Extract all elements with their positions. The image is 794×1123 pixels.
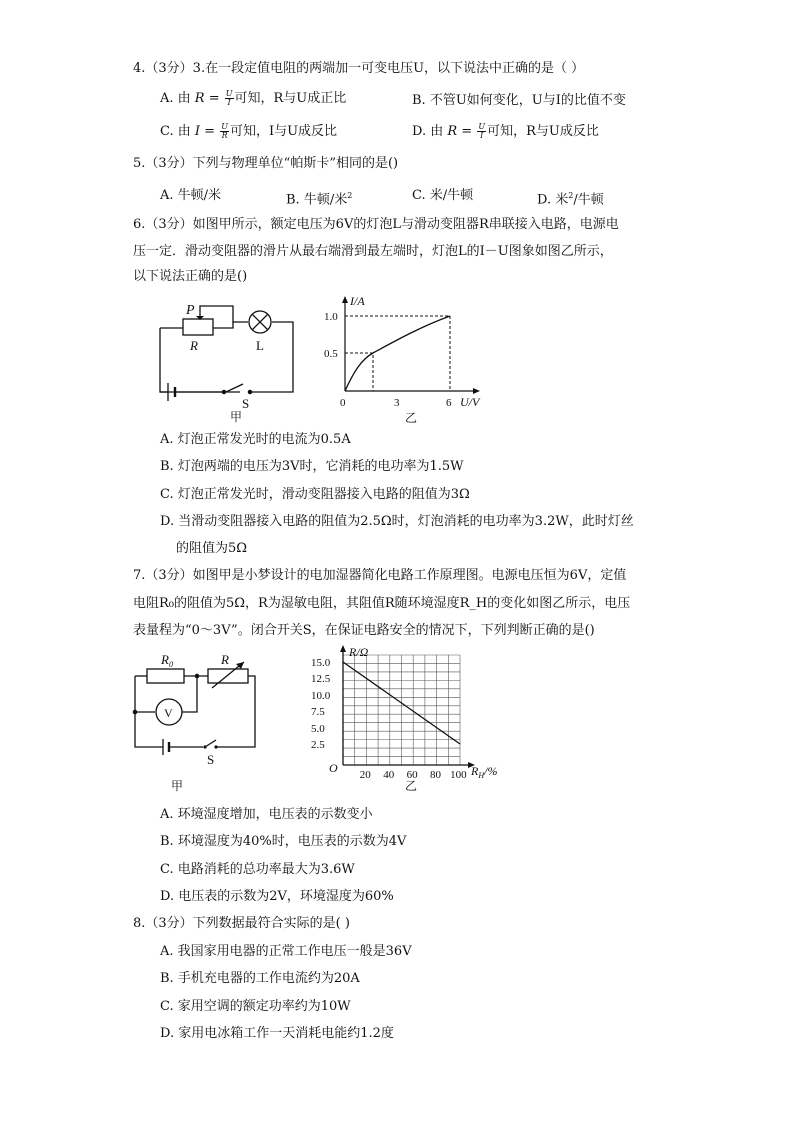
q6-option-a[interactable]: A. 灯泡正常发光时的电流为0.5A [160, 432, 351, 447]
q7-circuit-caption: 甲 [171, 779, 184, 793]
q8-option-a[interactable]: A. 我国家用电器的正常工作电压一般是36V [160, 944, 412, 959]
q4-d-den: I [480, 131, 484, 140]
q4-a-num: U [225, 89, 233, 98]
q6-circuit-r: R [190, 338, 198, 353]
q6-option-c[interactable]: C. 灯泡正常发光时，滑动变阻器接入电路的阻值为3Ω [160, 487, 470, 502]
q7-option-a[interactable]: A. 环境湿度增加，电压表的示数变小 [160, 807, 373, 822]
q7-graph-ylabel: R/Ω [349, 645, 369, 659]
q4-option-b[interactable]: B. 不管U如何变化，U与I的比值不变 [412, 93, 626, 108]
q7-graph-origin: O [329, 761, 338, 775]
q5-stem: 5.（3分）下列与物理单位“帕斯卡”相同的是() [133, 156, 399, 171]
q4-option-c[interactable] [160, 123, 337, 141]
q7-option-b[interactable]: B. 环境湿度为40%时，电压表的示数为4V [160, 834, 407, 849]
q5-option-a[interactable]: A. 牛顿/米 [160, 188, 222, 203]
q4-option-a[interactable] [160, 90, 346, 108]
q4-c-eq: = [200, 124, 220, 139]
q7-graph-ytick: 2.5 [311, 739, 325, 751]
q4-c-label: C. 由 [160, 124, 191, 139]
q7-option-d[interactable]: D. 电压表的示数为2V，环境湿度为60% [160, 889, 394, 904]
q6-stem-line3: 以下说法正确的是() [133, 269, 248, 284]
q4-c-num: U [221, 122, 228, 131]
q5-option-b[interactable] [286, 187, 352, 209]
q7-graph-ytick: 10.0 [311, 690, 331, 702]
q7-circuit-r0: $R_0$ [161, 652, 173, 669]
q4-c-lhs: I [194, 124, 201, 139]
q7-graph-grid [343, 655, 460, 765]
q5-b-sup: 2 [347, 191, 353, 200]
q6-graph-ytick-05: 0.5 [324, 348, 338, 360]
q4-a-den: I [227, 98, 231, 107]
q6-stem-line1: 6.（3分）如图甲所示，额定电压为6V的灯泡L与滑动变阻器R串联接入电路，电源电 [133, 217, 619, 232]
q8-option-d[interactable]: D. 家用电冰箱工作一天消耗电能约1.2度 [160, 1026, 394, 1041]
q6-graph-ytick-1: 1.0 [324, 311, 338, 323]
q5-d-text: D. 米 [537, 192, 569, 208]
q7-circuit-s: S [207, 752, 215, 767]
q7-graph-xtick: 60 [406, 769, 418, 781]
q7-option-c[interactable]: C. 电路消耗的总功率最大为3.6W [160, 862, 355, 877]
q5-d-sup: 2 [568, 191, 574, 200]
q7-graph-xtick: 100 [450, 769, 467, 781]
q7-stem-line3: 表量程为“0～3V”。闭合开关S，在保证电路安全的情况下，下列判断正确的是() [133, 623, 595, 638]
q6-option-d-line1[interactable]: D. 当滑动变阻器接入电路的阻值为2.5Ω时，灯泡消耗的电功率为3.2W，此时灯丝 [160, 514, 634, 529]
q7-r-rh-graph [305, 643, 525, 793]
q4-c-den: R [221, 131, 228, 140]
q6-graph-xtick-3: 3 [394, 397, 400, 409]
q6-iu-graph [320, 293, 500, 423]
q7-stem-line2: 电阻R₀的阻值为5Ω，R为湿敏电阻，其阻值R随环境湿度R_H的变化如图乙所示，电压 [133, 596, 631, 611]
q6-graph-xtick-0: 0 [340, 397, 346, 409]
q4-stem: 4.（3分）3.在一段定值电阻的两端加一可变电压U，以下说法中正确的是（ ） [133, 61, 585, 76]
q5-option-d[interactable] [537, 187, 604, 209]
q7-circuit-v: V [164, 706, 173, 720]
q7-graph-xtick: 80 [430, 769, 441, 781]
q6-option-d-line2[interactable]: 的阻值为5Ω [176, 541, 248, 556]
q7-circuit-diagram [125, 650, 275, 795]
q5-d-tail: /牛顿 [573, 192, 604, 208]
q6-circuit-caption: 甲 [230, 410, 243, 424]
q6-circuit-l: L [256, 338, 264, 353]
q6-circuit-p: P [186, 303, 195, 318]
q7-graph-xtick: 20 [359, 769, 371, 781]
q6-graph-caption: 乙 [405, 411, 418, 425]
q4-d-lhs: R [447, 124, 458, 139]
q6-option-b[interactable]: B. 灯泡两端的电压为3V时，它消耗的电功率为1.5W [160, 459, 464, 474]
q4-c-tail: 可知，I与U成反比 [229, 124, 338, 139]
q7-graph-ytick: 7.5 [311, 706, 325, 718]
q6-circuit-diagram [150, 300, 310, 424]
q7-circuit-r: R [221, 652, 229, 667]
q6-circuit-s: S [242, 396, 250, 411]
q4-d-label: D. 由 [412, 124, 444, 139]
q5-b-text: B. 牛顿/米 [286, 192, 348, 208]
q4-a-tail: 可知，R与U成正比 [234, 91, 347, 106]
q7-graph-caption: 乙 [405, 779, 418, 793]
q6-graph-xlabel: U/V [460, 395, 480, 409]
q4-a-label: A. 由 [160, 91, 191, 106]
q6-stem-line2: 压一定．滑动变阻器的滑片从最右端滑到最左端时，灯泡L的I－U图象如图乙所示， [133, 244, 613, 259]
q7-graph-ytick: 5.0 [311, 723, 325, 735]
q6-graph-ylabel: I/A [350, 294, 365, 308]
q4-d-tail: 可知，R与U成反比 [487, 124, 599, 139]
q5-option-c[interactable]: C. 米/牛顿 [412, 188, 474, 203]
q4-d-num: U [478, 122, 486, 131]
q8-option-b[interactable]: B. 手机充电器的工作电流约为20A [160, 971, 360, 986]
q8-stem: 8.（3分）下列数据最符合实际的是( ) [133, 916, 350, 931]
q4-a-eq: = [204, 91, 224, 106]
q4-option-d[interactable] [412, 123, 599, 141]
q4-a-fraction [225, 90, 234, 107]
q4-d-eq: = [457, 124, 477, 139]
q6-graph-xtick-6: 6 [446, 397, 452, 409]
q4-c-fraction [220, 123, 229, 140]
q7-graph-ytick: 12.5 [311, 673, 331, 685]
q4-d-fraction [477, 123, 486, 140]
q8-option-c[interactable]: C. 家用空调的额定功率约为10W [160, 999, 351, 1014]
q7-graph-xlabel: $R_H/\%$ [471, 764, 498, 780]
q7-stem-line1: 7.（3分）如图甲是小梦设计的电加湿器简化电路工作原理图。电源电压恒为6V，定值 [133, 568, 627, 583]
q7-graph-xtick: 40 [383, 769, 395, 781]
q7-graph-ytick: 15.0 [311, 657, 331, 669]
q4-a-lhs: R [194, 91, 205, 106]
